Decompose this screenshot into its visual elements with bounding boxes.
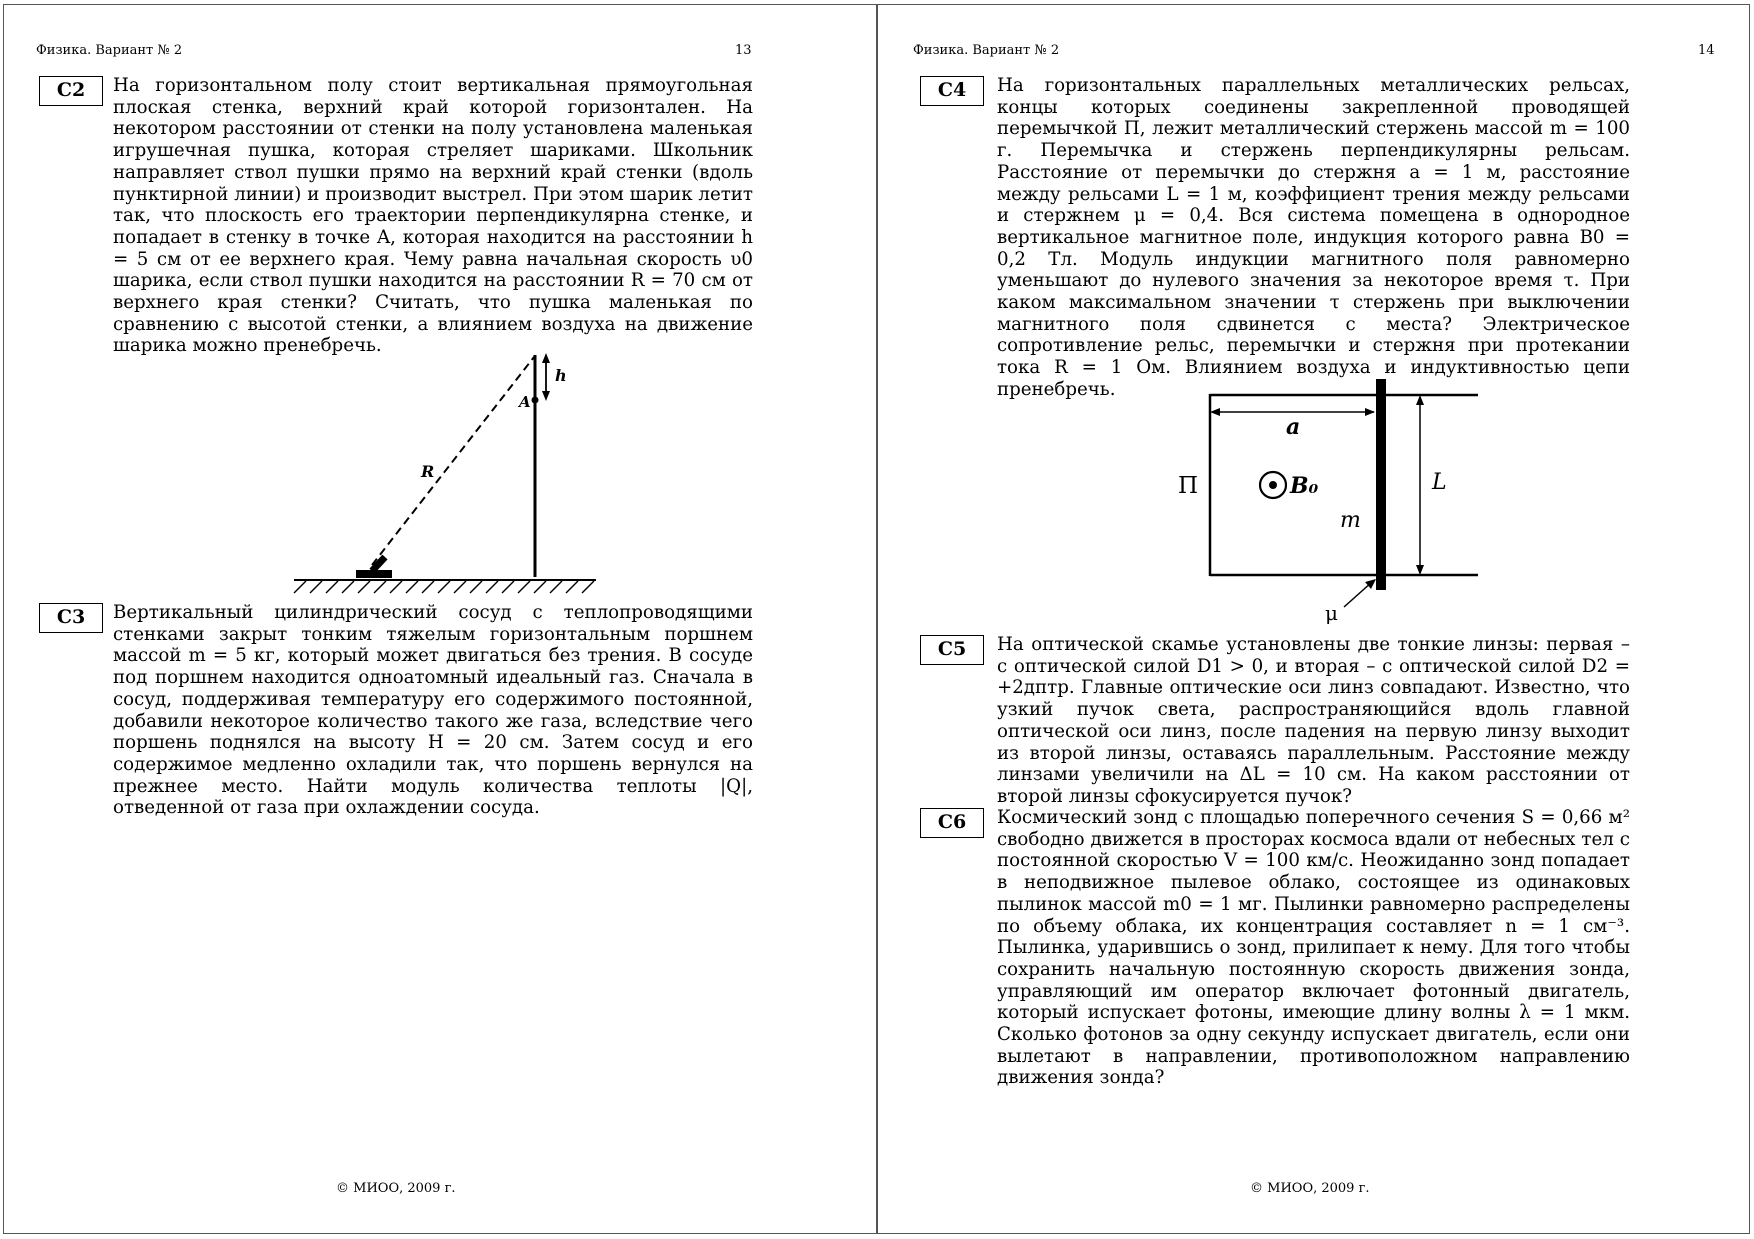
field-symbol-dot xyxy=(1269,481,1277,489)
page-footer: © МИОО, 2009 г. xyxy=(336,1181,456,1196)
task-badge-c2: C2 xyxy=(39,76,103,106)
page-14 xyxy=(877,4,1750,1234)
task-c6-text: Космический зонд с площадью поперечного сечения S = 0,66 м² свободно движется в просторах космоса вдали от небесных тел с постоянной скоростью V = 100 км/с. Неожиданно зонд попадает в неподвижное пылевое облако, состоящее из одинаковых пылинок массой m0 = 1 мг. Пылинки равномерно распределены по объему облака, их концентрация составляет n = 1 см⁻³. Пылинка, ударившись о зонд, прилипает к нему. Для того чтобы сохранить начальную постоянную скорость движения зонда, управляющий им оператор включает фотонный двигатель, который испускает фотоны, имеющие длину волны λ = 1 мкм. Сколько фотонов за одну секунду испускает двигатель, если они вылетают в направлении, противоположном направлению движения зонда? xyxy=(997,807,1630,1089)
label-r: R xyxy=(421,462,435,481)
point-a xyxy=(532,397,539,404)
task-c4-text: На горизонтальных параллельных металлических рельсах, концы которых соединены закрепленной проводящей перемычкой П, лежит металлический стержень массой m = 100 г. Перемычка и стержень перпендикулярны рельсам. Расстояние от перемычки до стержня a = 1 м, расстояние между рельсами L = 1 м, коэффициент трения между рельсами и стержнем μ = 0,4. Вся система помещена в однородное вертикальное магнитное поле, индукция которого равна B0 = 0,2 Тл. Модуль индукции магнитного поля равномерно уменьшают до нулевого значения за некоторое время τ. При каком максимальном значении τ стержень при выключении магнитного поля сдвинется с места? Электрическое сопротивление рельс, перемычки и стержня при протекании тока R = 1 Ом. Влиянием воздуха и индуктивностью цепи пренебречь. xyxy=(997,75,1630,400)
cannon-barrel xyxy=(372,557,385,571)
label-h: h xyxy=(555,366,567,385)
task-c3 xyxy=(113,602,753,819)
l-arrowhead-bottom xyxy=(1416,565,1424,575)
ground-hatching xyxy=(294,581,594,593)
task-badge-c6: C6 xyxy=(920,808,984,838)
mu-pointer xyxy=(1344,582,1372,607)
task-badge-c4: C4 xyxy=(920,76,984,106)
task-c3-text: Вертикальный цилиндрический сосуд с теплопроводящими стенками закрыт тонким тяжелым горизонтальным поршнем массой m = 5 кг, который может двигаться без трения. В сосуде под поршнем находится одноатомный идеальный газ. Сначала в сосуд, поддерживая температуру его содержимого постоянной, добавили некоторое количество такого же газа, вследствие чего поршень поднялся на высоту H = 20 см. Затем сосуд и его содержимое медленно охладили так, что поршень вернулся на прежнее место. Найти модуль количества теплоты |Q|, отведенной от газа при охлаждении сосуда. xyxy=(113,602,753,819)
label-p: П xyxy=(1178,473,1199,499)
label-a: a xyxy=(1286,414,1301,440)
rails-figure xyxy=(1178,375,1488,625)
a-arrowhead-left xyxy=(1210,408,1220,416)
task-badge-c5: C5 xyxy=(920,635,984,665)
task-c5 xyxy=(997,634,1630,808)
task-badge-c3: C3 xyxy=(39,603,103,633)
page-number: 13 xyxy=(735,43,752,58)
page-number: 14 xyxy=(1698,43,1715,58)
task-c2-text: На горизонтальном полу стоит вертикальная прямоугольная плоская стенка, верхний край которой горизонтален. На некотором расстоянии от стенки на полу установлена маленькая игрушечная пушка, которая стреляет шариками. Школьник направляет ствол пушки прямо на верхний край стенки (вдоль пунктирной линии) и производит выстрел. При этом шарик летит так, что плоскость его траектории перпендикулярна стенке, и попадает в стенку в точке A, которая находится на расстоянии h = 5 см от ее верхнего края. Чему равна начальная скорость υ0 шарика, если ствол пушки находится на расстоянии R = 70 см от верхнего края стенки? Считать, что пушка маленькая по сравнению с высотой стенки, а влиянием воздуха на движение шарика можно пренебречь. xyxy=(113,75,753,357)
task-c2 xyxy=(113,75,753,357)
task-c4 xyxy=(997,75,1630,401)
aim-line xyxy=(372,357,534,565)
cannon-wall-figure xyxy=(284,345,604,605)
label-l: L xyxy=(1432,470,1447,495)
page-13 xyxy=(3,4,877,1234)
h-arrowhead-bottom xyxy=(542,391,550,401)
rod-m xyxy=(1376,379,1386,590)
label-b0: B₀ xyxy=(1290,473,1319,499)
page-footer: © МИОО, 2009 г. xyxy=(1250,1181,1370,1196)
a-arrowhead-right xyxy=(1365,408,1375,416)
h-arrowhead-top xyxy=(542,353,550,363)
l-arrowhead-top xyxy=(1416,395,1424,405)
label-m: m xyxy=(1340,508,1361,533)
label-a: A xyxy=(519,393,531,411)
task-c5-text: На оптической скамье установлены две тонкие линзы: первая – с оптической силой D1 > 0, и вторая – с оптической силой D2 = +2дптр. Главные оптические оси линз совпадают. Известно, что узкий пучок света, распространяющийся вдоль главной оптической оси линз, после падения на первую линзу выходит из второй линзы, оставаясь параллельным. Расстояние между линзами увеличили на ΔL = 10 см. На каком расстоянии от второй линзы сфокусируется пучок? xyxy=(997,634,1630,807)
task-c6 xyxy=(997,807,1630,1089)
page-header: Физика. Вариант № 2 xyxy=(913,43,1060,58)
page-header: Физика. Вариант № 2 xyxy=(36,43,183,58)
label-mu: μ xyxy=(1325,601,1338,625)
